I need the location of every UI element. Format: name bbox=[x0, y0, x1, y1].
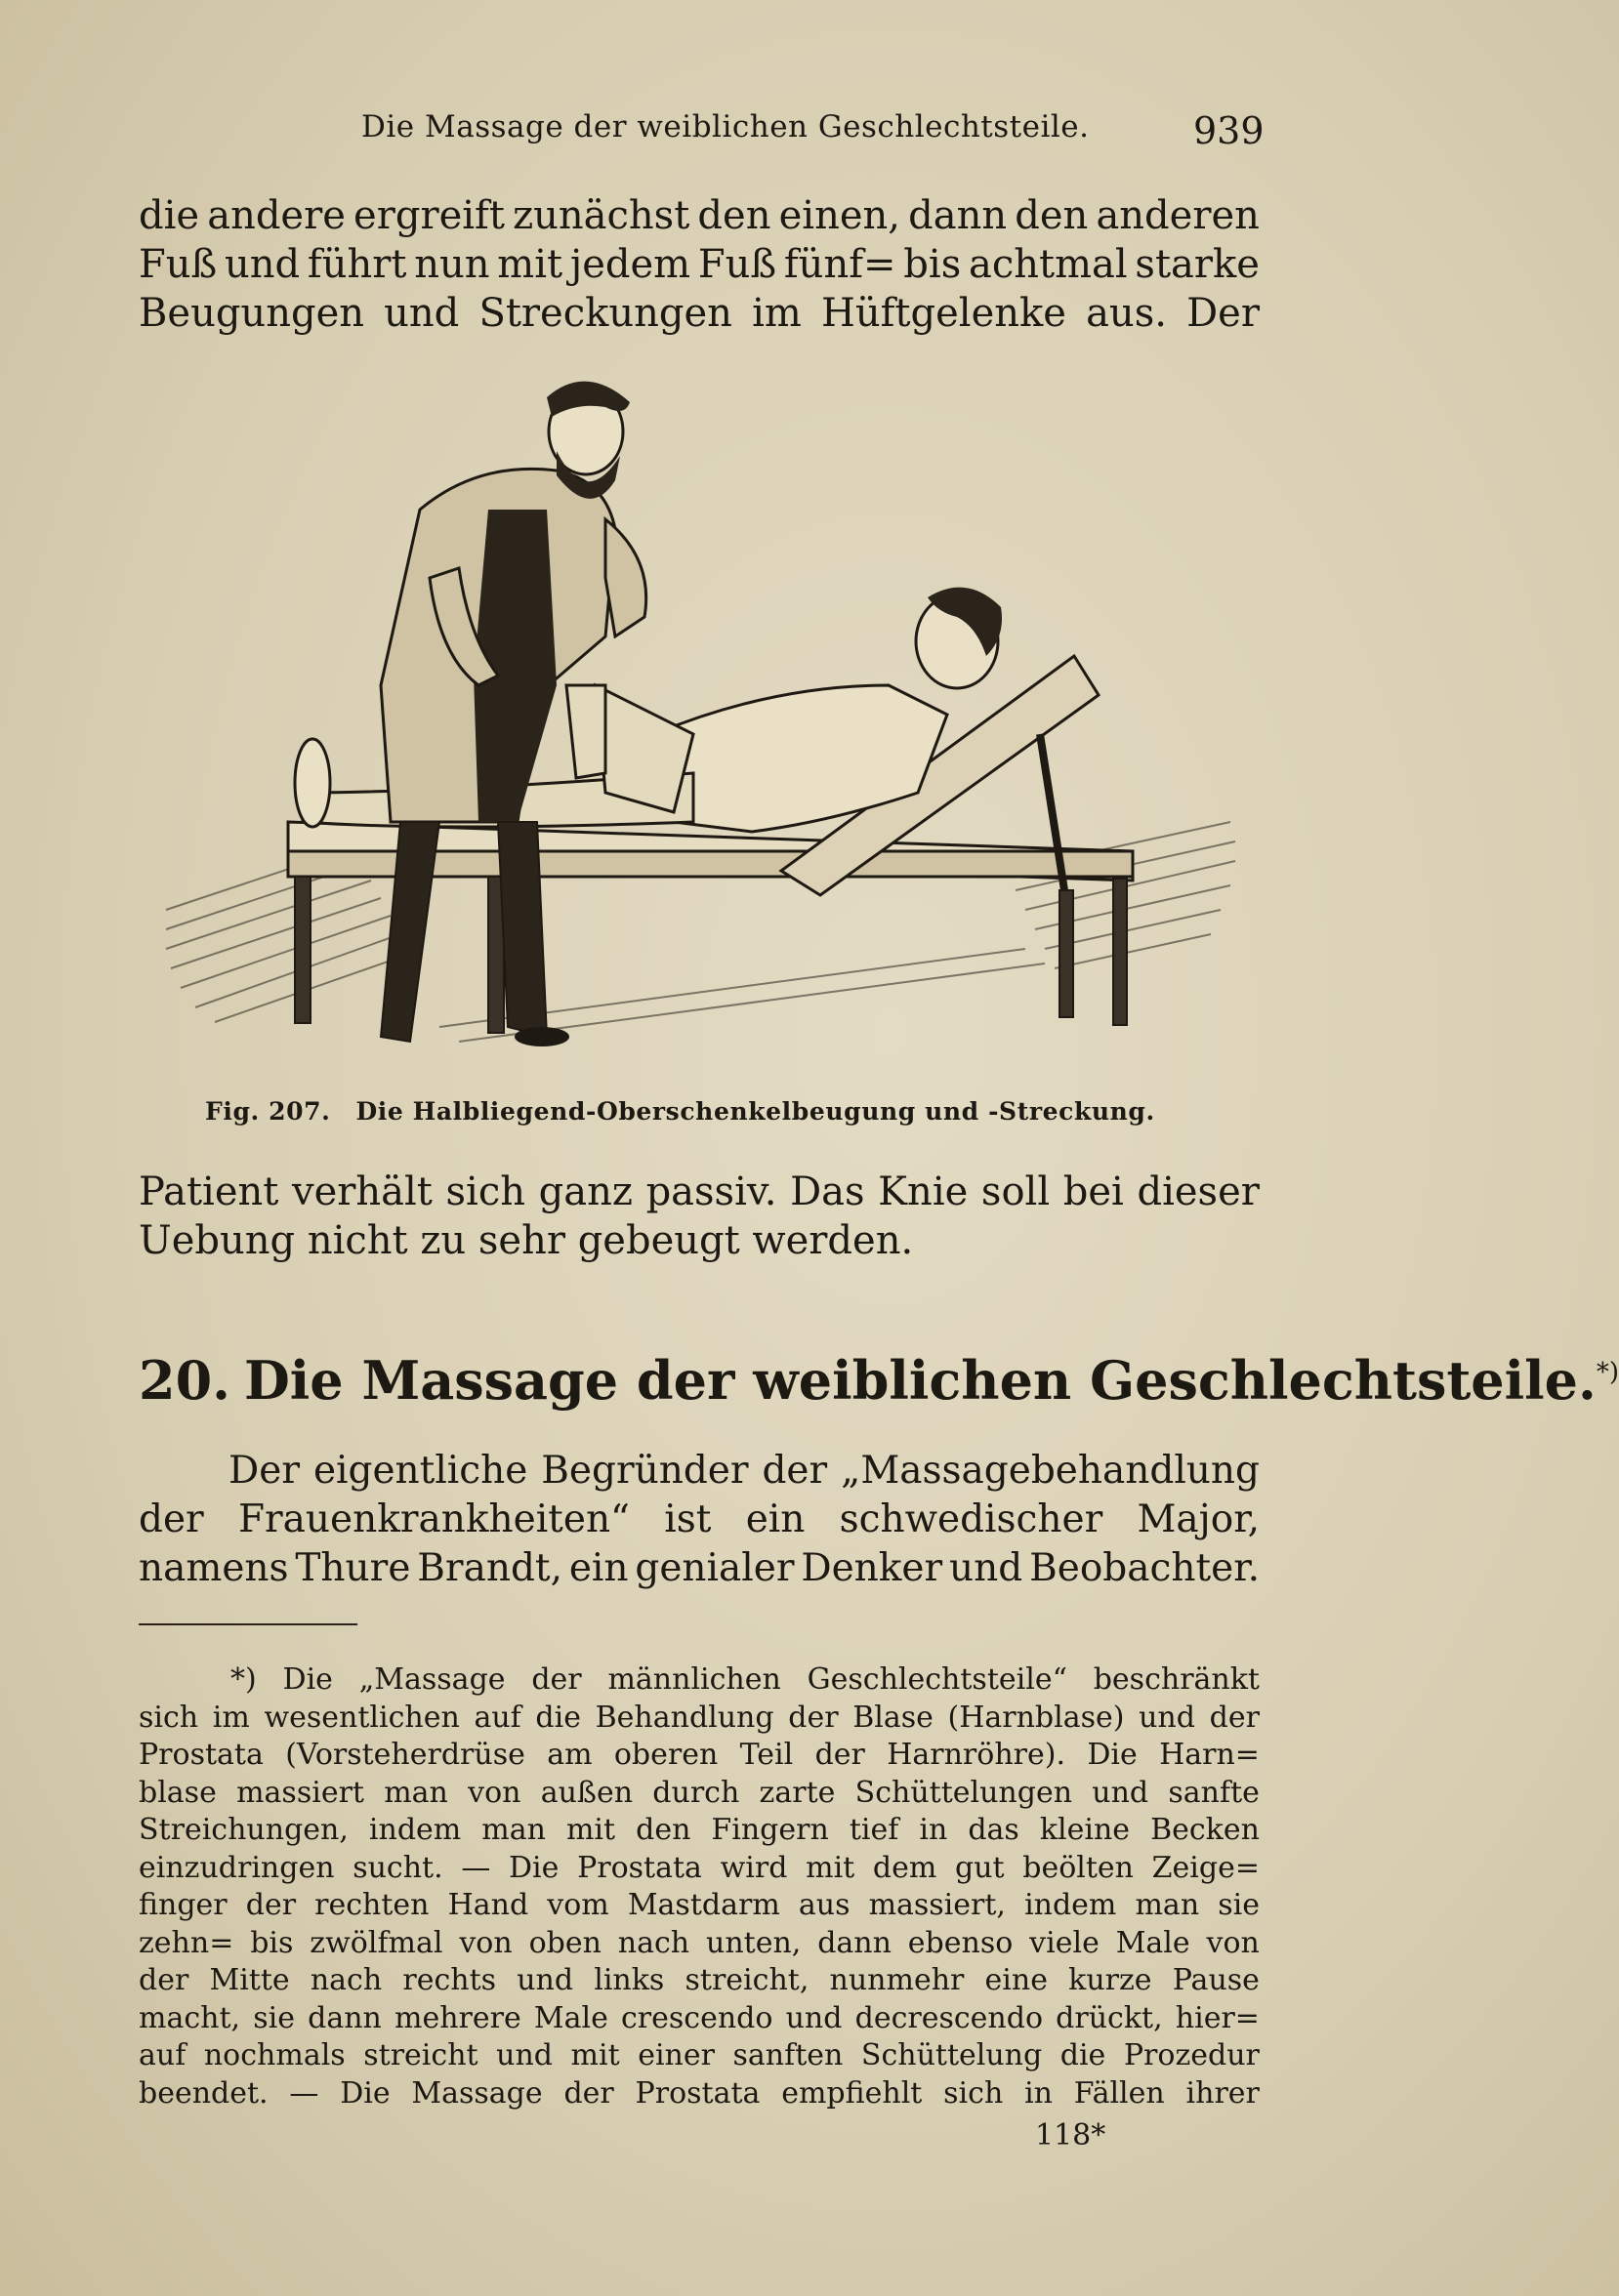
figure-label: Fig. 207. bbox=[205, 1097, 331, 1126]
text-line: Uebung nicht zu sehr gebeugt werden. bbox=[139, 1218, 914, 1263]
figure-caption bbox=[205, 1097, 1155, 1126]
footnote-line: finger der rechten Hand vom Mastdarm aus massiert, indem man sie bbox=[139, 1888, 1260, 1922]
footnote-line: macht, sie dann mehrere Male crescendo und decrescendo drückt, hier= bbox=[139, 2000, 1260, 2035]
footnote-line: der Mitte nach rechts und links streicht, nunmehr eine kurze Pause bbox=[139, 1963, 1260, 1997]
footnote bbox=[139, 1661, 1260, 2112]
text-line: der Frauenkrankheiten“ ist ein schwedischer Major, bbox=[139, 1497, 1260, 1541]
footnote-line: Streichungen, indem man mit den Fingern tief in das kleine Becken bbox=[139, 1813, 1260, 1847]
text-line: Der eigentliche Begründer der „Massagebehandlung bbox=[228, 1449, 1260, 1493]
footnote-line: einzudringen sucht. — Die Prostata wird mit dem gut beölten Zeige= bbox=[139, 1850, 1260, 1885]
paragraph-top bbox=[139, 191, 1260, 338]
text-line: Beugungen und Streckungen im Hüftgelenke aus. Der bbox=[139, 291, 1260, 336]
footnote-marker: *) bbox=[1596, 1358, 1619, 1387]
text-line: namens Thure Brandt, ein genialer Denker und Beobachter. bbox=[139, 1546, 1260, 1590]
section-title: Die Massage der weiblichen Geschlechtsteile. bbox=[243, 1349, 1597, 1412]
section-heading bbox=[139, 1349, 1619, 1412]
paragraph-after-figure bbox=[139, 1168, 1260, 1265]
text-line: Fuß und führt nun mit jedem Fuß fünf= bis achtmal starke bbox=[139, 242, 1260, 287]
section-paragraph bbox=[139, 1447, 1260, 1593]
footnote-line: zehn= bis zwölfmal von oben nach unten, dann ebenso viele Male von bbox=[139, 1925, 1260, 1960]
footnote-line: auf nochmals streicht und mit einer sanften Schüttelung die Prozedur bbox=[139, 2038, 1260, 2072]
page-number: 939 bbox=[1193, 109, 1265, 152]
text-line: die andere ergreift zunächst den einen, dann den anderen bbox=[139, 193, 1260, 238]
footnote-line: Prostata (Vorsteherdrüse am oberen Teil der Harnröhre). Die Harn= bbox=[139, 1738, 1260, 1772]
footnote-line: blase massiert man von außen durch zarte Schüttelungen und sanfte bbox=[139, 1775, 1260, 1810]
footnote-divider bbox=[139, 1623, 357, 1625]
text-line: Patient verhält sich ganz passiv. Das Knie soll bei dieser bbox=[139, 1169, 1260, 1214]
running-head: Die Massage der weiblichen Geschlechtsteile. bbox=[361, 109, 1090, 144]
figure-illustration bbox=[146, 363, 1260, 1066]
signature-mark: 118* bbox=[1035, 2118, 1106, 2152]
massage-engraving bbox=[146, 363, 1260, 1066]
footnote-line: sich im wesentlichen auf die Behandlung der Blase (Harnblase) und der bbox=[139, 1700, 1260, 1735]
footnote-line: *) Die „Massage der männlichen Geschlechtsteile“ beschränkt bbox=[230, 1662, 1260, 1697]
section-number: 20. bbox=[139, 1349, 230, 1412]
figure-caption-text: Die Halbliegend-Oberschenkelbeugung und -Streckung. bbox=[355, 1097, 1155, 1126]
footnote-line: beendet. — Die Massage der Prostata empfiehlt sich in Fällen ihrer bbox=[139, 2075, 1260, 2111]
